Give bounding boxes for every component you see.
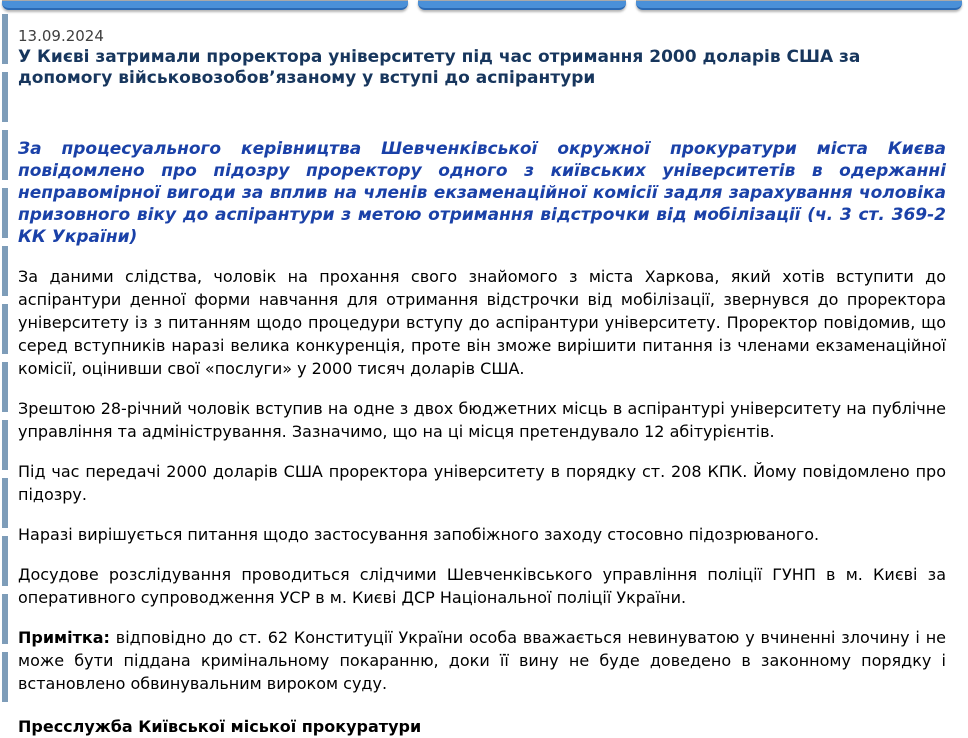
article-paragraph-4: Наразі вирішується питання щодо застосування запобіжного заходу стосовно підозрюваного. (18, 525, 820, 544)
note-text: відповідно до ст. 62 Конституції України особа вважається невинуватою у вчиненні злочину і не може бути піддана кримінальному покаранню, доки її вину не буде доведено в законному порядку і встановлено обвинувальним вироком суду. (18, 628, 947, 693)
left-accent-bar (2, 14, 8, 702)
note-label: Примітка: (18, 628, 110, 647)
article-paragraph-1: За даними слідства, чоловік на прохання свого знайомого з міста Харкова, який хотів вступити до аспірантури денної форми навчання для отримання відстрочки від мобілізації, звернувся до проректора університету із з питанням щодо процедури вступу до аспірантури університету. Проректор повідомив, що серед вступників наразі велика конкуренція, проте він зможе вирішити питання із членами екзаменаційної комісії, оцінивши свої «послуги» у 2000 тисяч доларів США. (18, 267, 946, 378)
article-paragraph-3: Під час передачі 2000 доларів США проректора університету в порядку ст. 208 КПК. Йому повідомлено про підозру. (18, 462, 946, 504)
article-date: 13.09.2024 (18, 27, 104, 45)
article-lead-paragraph: За процесуального керівництва Шевченківської окружної прокуратури міста Києва повідомлено про підозру проректору одного з київських університетів в одержанні неправомірної вигоди за вплив на членів екзаменаційної комісії задля зарахування чоловіка призовного віку до аспірантури з метою отримання відстрочки від мобілізації (ч. 3 ст. 369-2 КК України) (18, 139, 946, 247)
article-paragraph-5: Досудове розслідування проводиться слідчими Шевченківського управління поліції ГУНП в м. Києві за оперативного супроводження УСР в м. Києві ДСР Національної поліції України. (18, 565, 946, 607)
article-title: У Києві затримали проректора університету під час отримання 2000 доларів США за допомогу військовозобов’язаному у вступі до аспірантури (18, 47, 861, 88)
article-note-paragraph (18, 626, 946, 695)
article-content (18, 0, 946, 738)
press-service-signature: Пресслужба Київської міської прокуратури (18, 717, 422, 736)
article-paragraph-2: Зрештою 28-річний чоловік вступив на одне з двох бюджетних місць в аспірантурі університету на публічне управління та адміністрування. Зазначимо, що на ці місця претендувало 12 абітурієнтів. (18, 399, 946, 441)
